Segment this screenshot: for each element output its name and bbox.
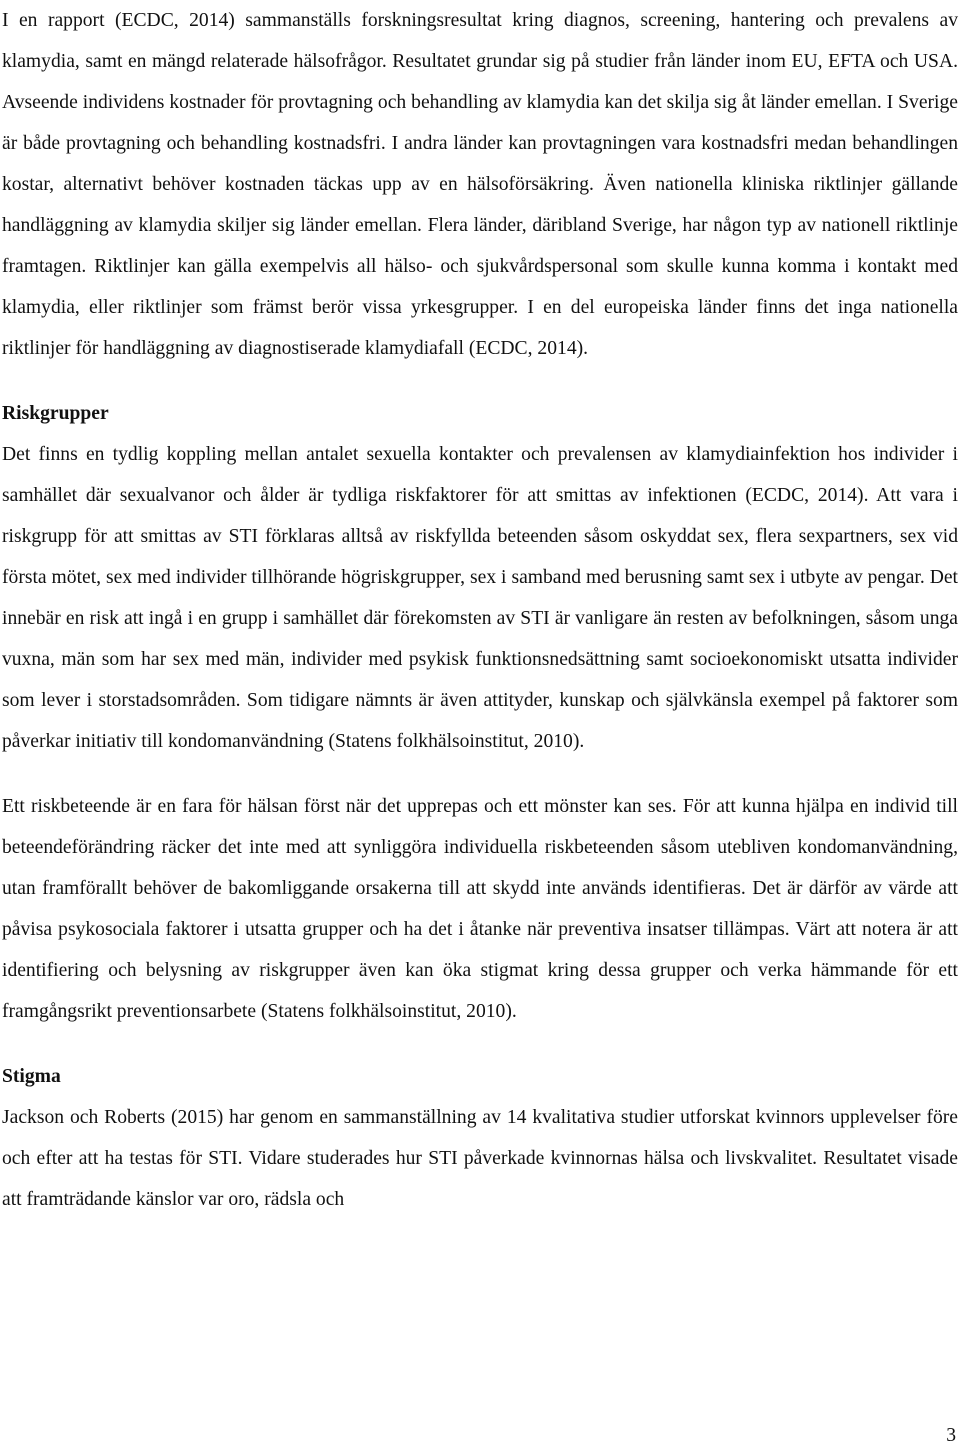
section-spacer <box>2 1032 958 1056</box>
paragraph-intro: I en rapport (ECDC, 2014) sammanställs forskningsresultat kring diagnos, screening, hantering och prevalens av klamydia, samt en mängd relaterade hälsofrågor. Resultatet grundar sig på studier från länder inom EU, EFTA och USA. Avseende individens kostnader för provtagning och behandling av klamydia kan det skilja sig åt länder emellan. I Sverige är både provtagning och behandling kostnadsfri. I andra länder kan provtagningen vara kostnadsfri medan behandlingen kostar, alternativt behöver kostnaden täckas upp av en hälsoförsäkring. Även nationella kliniska riktlinjer gällande handläggning av klamydia skiljer sig länder emellan. Flera länder, däribland Sverige, har någon typ av nationell riktlinje framtagen. Riktlinjer kan gälla exempelvis all hälso- och sjukvårdspersonal som skulle kunna komma i kontakt med klamydia, eller riktlinjer som främst berör vissa yrkesgrupper. I en del europeiska länder finns det inga nationella riktlinjer för handläggning av diagnostiserade klamydiafall (ECDC, 2014). <box>2 10 958 359</box>
paragraph-riskgrupper-1: Det finns en tydlig koppling mellan antalet sexuella kontakter och prevalensen av klamydiainfektion hos individer i samhället där sexualvanor och ålder är tydliga riskfaktorer för att smittas av infektionen (ECDC, 2014). Att vara i riskgrupp för att smittas av STI förklaras alltså av riskfyllda beteenden såsom oskyddat sex, flera sexpartners, sex vid första mötet, sex med individer tillhörande högriskgrupper, sex i samband med berusning samt sex i utbyte av pengar. Det innebär en risk att ingå i en grupp i samhället där förekomsten av STI är vanligare än resten av befolkningen, såsom unga vuxna, män som har sex med män, individer med psykisk funktionsnedsättning samt socioekonomiskt utsatta individer som lever i storstadsområden. Som tidigare nämnts är även attityder, kunskap och självkänsla exempel på faktorer som påverkar initiativ till kondomanvändning (Statens folkhälsoinstitut, 2010). <box>2 444 958 752</box>
page-number: 3 <box>946 1425 956 1446</box>
paragraph-riskgrupper-2: Ett riskbeteende är en fara för hälsan först när det upprepas och ett mönster kan ses. För att kunna hjälpa en individ till beteendeförändring räcker det inte med att synliggöra individuella riskbeteenden såsom utebliven kondomanvändning, utan framförallt behöver de bakomliggande orsakerna till att skydd inte används identifieras. Det är därför av värde att påvisa psykosociala faktorer i utsatta grupper och ha det i åtanke när preventiva insatser tillämpas. Värt att notera är att identifiering och belysning av riskgrupper även kan öka stigmat kring dessa grupper och verka hämmande för ett framgångsrikt preventionsarbete (Statens folkhälsoinstitut, 2010). <box>2 796 958 1022</box>
document-page <box>2 0 958 1220</box>
heading-riskgrupper: Riskgrupper <box>2 403 109 424</box>
heading-stigma: Stigma <box>2 1066 61 1087</box>
paragraph-spacer <box>2 762 958 786</box>
paragraph-stigma-1: Jackson och Roberts (2015) har genom en sammanställning av 14 kvalitativa studier utforskat kvinnors upplevelser före och efter att ha testas för STI. Vidare studerades hur STI påverkade kvinnornas hälsa och livskvalitet. Resultatet visade att framträdande känslor var oro, rädsla och <box>2 1107 958 1210</box>
section-spacer <box>2 369 958 393</box>
